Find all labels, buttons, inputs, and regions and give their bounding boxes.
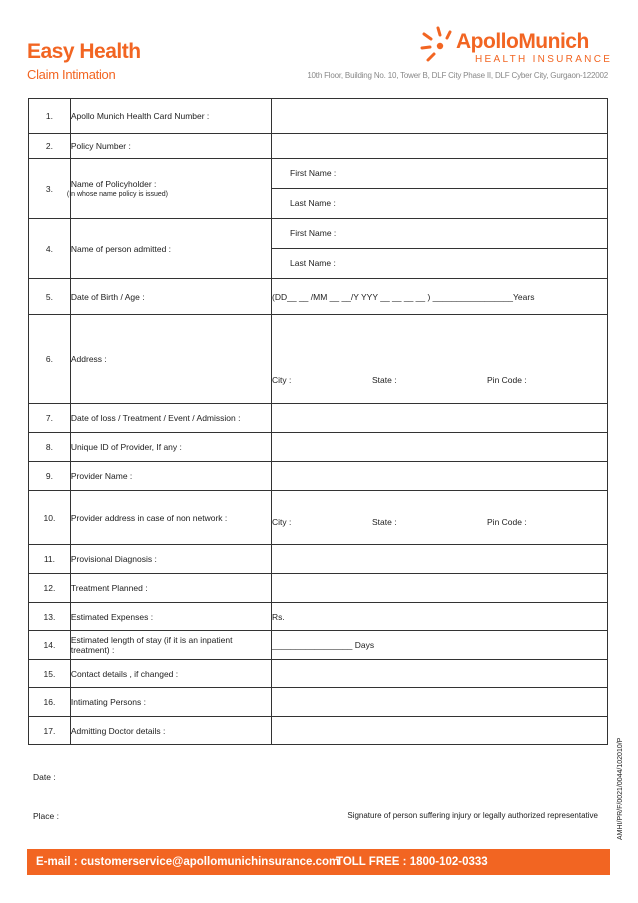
admitted-person-name-cell: [272, 219, 608, 279]
form-row: [29, 99, 608, 134]
row-number: 4.: [29, 219, 71, 279]
row-label: Unique ID of Provider, If any :: [70, 433, 271, 462]
row-label: Estimated Expenses :: [70, 603, 271, 631]
row-label: Provider address in case of non network :: [70, 491, 271, 545]
form-row: [29, 404, 608, 433]
form-row: [29, 159, 608, 219]
row-number: 2.: [29, 134, 71, 159]
form-code-wrapper: [614, 737, 626, 840]
form-row: [29, 688, 608, 717]
footer-bar: [27, 849, 610, 894]
row-number: 1.: [29, 99, 71, 134]
form-row: [29, 491, 608, 545]
provider-address-field[interactable]: [272, 491, 608, 545]
row-label: Address :: [70, 315, 271, 404]
admitting-doctor-field[interactable]: [272, 717, 608, 745]
row-number: 11.: [29, 545, 71, 574]
row-number: 17.: [29, 717, 71, 745]
row-label: Estimated length of stay (if it is an inpatient treatment) :: [70, 631, 271, 660]
provider-name-field[interactable]: [272, 462, 608, 491]
form-row: [29, 574, 608, 603]
row-number: 10.: [29, 491, 71, 545]
date-label: Date :: [33, 772, 56, 782]
logo-tagline: HEALTH INSURANCE: [475, 54, 613, 65]
row-number: 6.: [29, 315, 71, 404]
row-label: Provisional Diagnosis :: [70, 545, 271, 574]
apollo-munich-logo: [414, 22, 614, 68]
row-number: 5.: [29, 279, 71, 315]
row-number: 14.: [29, 631, 71, 660]
provider-id-field[interactable]: [272, 433, 608, 462]
form-row: [29, 631, 608, 660]
row-label: Apollo Munich Health Card Number :: [70, 99, 271, 134]
office-address: 10th Floor, Building No. 10, Tower B, DLF City Phase II, DLF Cyber City, Gurgaon-122002: [307, 71, 608, 80]
form-row: [29, 134, 608, 159]
form-row: [29, 717, 608, 745]
form-row: [29, 315, 608, 404]
estimated-expenses-field[interactable]: Rs.: [272, 603, 608, 631]
row-number: 15.: [29, 660, 71, 688]
row-label: Intimating Persons :: [70, 688, 271, 717]
address-field[interactable]: [272, 315, 608, 404]
brand-subtitle: Claim Intimation: [27, 67, 116, 82]
row-label: Policy Number :: [70, 134, 271, 159]
row-label: Date of Birth / Age :: [70, 279, 271, 315]
contact-details-field[interactable]: [272, 660, 608, 688]
intimating-persons-field[interactable]: [272, 688, 608, 717]
dob-age-field[interactable]: (DD__ __ /MM __ __/Y YYY __ __ __ __ ) _________________Years: [272, 279, 608, 315]
form-row: [29, 219, 608, 279]
pin-code-label: Pin Code :: [487, 375, 527, 385]
length-of-stay-field[interactable]: _________________ Days: [272, 631, 608, 660]
form-row: [29, 660, 608, 688]
form-row: [29, 545, 608, 574]
admitted-last-name-field[interactable]: Last Name :: [272, 248, 607, 278]
footer-toll-free[interactable]: TOLL FREE : 1800-102-0333 www.apollomunichinsurance.com: [336, 856, 522, 894]
form-row: [29, 462, 608, 491]
provisional-diagnosis-field[interactable]: [272, 545, 608, 574]
row-number: 9.: [29, 462, 71, 491]
policyholder-first-name-field[interactable]: First Name :: [290, 168, 337, 178]
row-label: Provider Name :: [70, 462, 271, 491]
row-number: 7.: [29, 404, 71, 433]
row-number: 13.: [29, 603, 71, 631]
treatment-planned-field[interactable]: [272, 574, 608, 603]
row-label: Treatment Planned :: [70, 574, 271, 603]
row-label: Contact details , if changed :: [70, 660, 271, 688]
policyholder-name-cell: [272, 159, 608, 219]
policy-number-field[interactable]: [272, 134, 608, 159]
policyholder-last-name-field[interactable]: Last Name :: [272, 188, 607, 218]
date-of-loss-field[interactable]: [272, 404, 608, 433]
row-label: [66, 159, 271, 219]
brand-title: Easy Health: [27, 40, 141, 63]
signature-label: Signature of person suffering injury or legally authorized representative: [347, 811, 598, 820]
form-row: [29, 279, 608, 315]
row-sublabel: (In whose name policy is issued): [66, 191, 169, 198]
row-number: 12.: [29, 574, 71, 603]
state-label: State :: [372, 375, 397, 385]
row-label-text: Name of Policyholder :: [70, 179, 157, 189]
row-number: 3.: [29, 159, 71, 219]
form-row: [29, 603, 608, 631]
city-label: City :: [272, 375, 292, 385]
pin-code-label: Pin Code :: [487, 517, 527, 527]
admitted-first-name-field[interactable]: First Name :: [290, 228, 337, 238]
state-label: State :: [372, 517, 397, 527]
row-label: Name of person admitted :: [70, 219, 271, 279]
form-code: AMHI/PR/F/0021/0044/102010/P: [617, 737, 624, 840]
form-row: [29, 433, 608, 462]
row-number: 8.: [29, 433, 71, 462]
place-label: Place :: [33, 811, 59, 821]
row-number: 16.: [29, 688, 71, 717]
city-label: City :: [272, 517, 292, 527]
logo-name: ApolloMunich: [456, 30, 589, 53]
sun-logo-icon: [414, 22, 462, 68]
footer-email[interactable]: E-mail : customerservice@apollomunichinsurance.com: [36, 856, 340, 868]
row-label: Admitting Doctor details :: [70, 717, 271, 745]
row-label: Date of loss / Treatment / Event / Admission :: [70, 404, 271, 433]
claim-form-table: [28, 98, 608, 745]
health-card-number-field[interactable]: [272, 99, 608, 134]
